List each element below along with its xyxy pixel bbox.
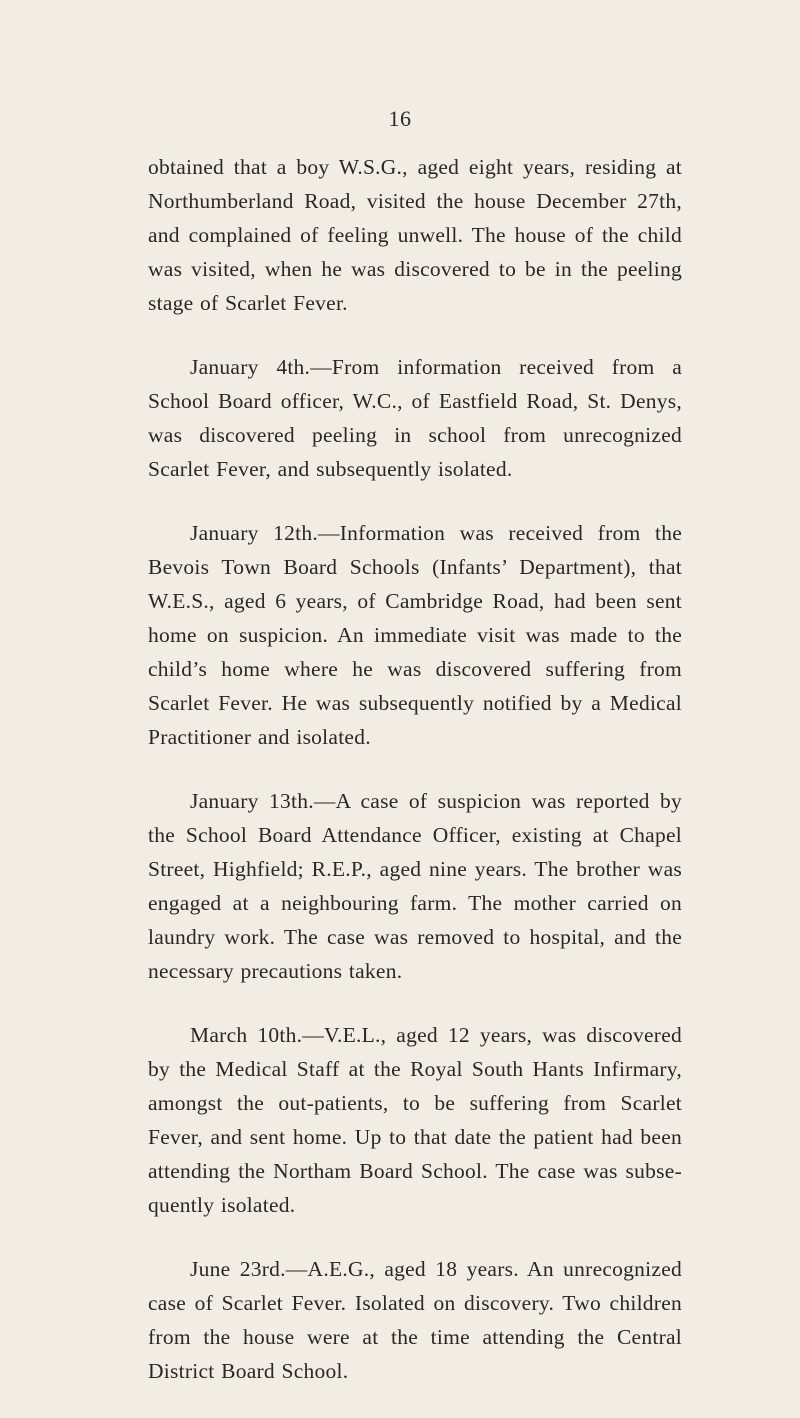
paragraph-continuation: obtained that a boy W.S.G., aged eight years, residing at Northumberland Road, visited the house December 27th, and complained of feeling unwell. The house of the child was visited, when he was discovered to be in the peeling stage of Scarlet Fever. bbox=[148, 155, 682, 315]
paragraph-june-23: June 23rd.—A.E.G., aged 18 years. An unrecognized case of Scarlet Fever. Isolated on discovery. Two children from the house were at the time attending the Central District Board School. bbox=[148, 1257, 682, 1383]
paragraph-january-4: January 4th.—From information received from a School Board officer, W.C., of Eastfield Road, St. Denys, was discovered peeling in school from unrecognized Scarlet Fever, and subsequently isolated. bbox=[148, 355, 682, 481]
paragraph-january-13: January 13th.—A case of suspicion was reported by the School Board Attendance Officer, existing at Chapel Street, Highfield; R.E.P., aged nine years. The brother was engaged at a neighbouring farm. The mother carried on laundry work. The case was removed to hospital, and the necessary precautions taken. bbox=[148, 789, 682, 983]
page-body bbox=[148, 150, 682, 1418]
paragraph-march-10: March 10th.—V.E.L., aged 12 years, was discovered by the Medical Staff at the Royal South Hants Infirmary, amongst the out-patients, to be suffering from Scarlet Fever, and sent home. Up to that date the patient had been attending the Northam Board School. The case was subse-quently isolated. bbox=[148, 1023, 682, 1217]
paragraph-january-12: January 12th.—Information was received from the Bevois Town Board Schools (Infants’ Department), that W.E.S., aged 6 years, of Cambridge Road, had been sent home on suspicion. An immediate visit was made to the child’s home where he was discovered suffering from Scarlet Fever. He was subsequently notified by a Medical Practitioner and isolated. bbox=[148, 521, 682, 749]
page-number: 16 bbox=[388, 106, 412, 131]
